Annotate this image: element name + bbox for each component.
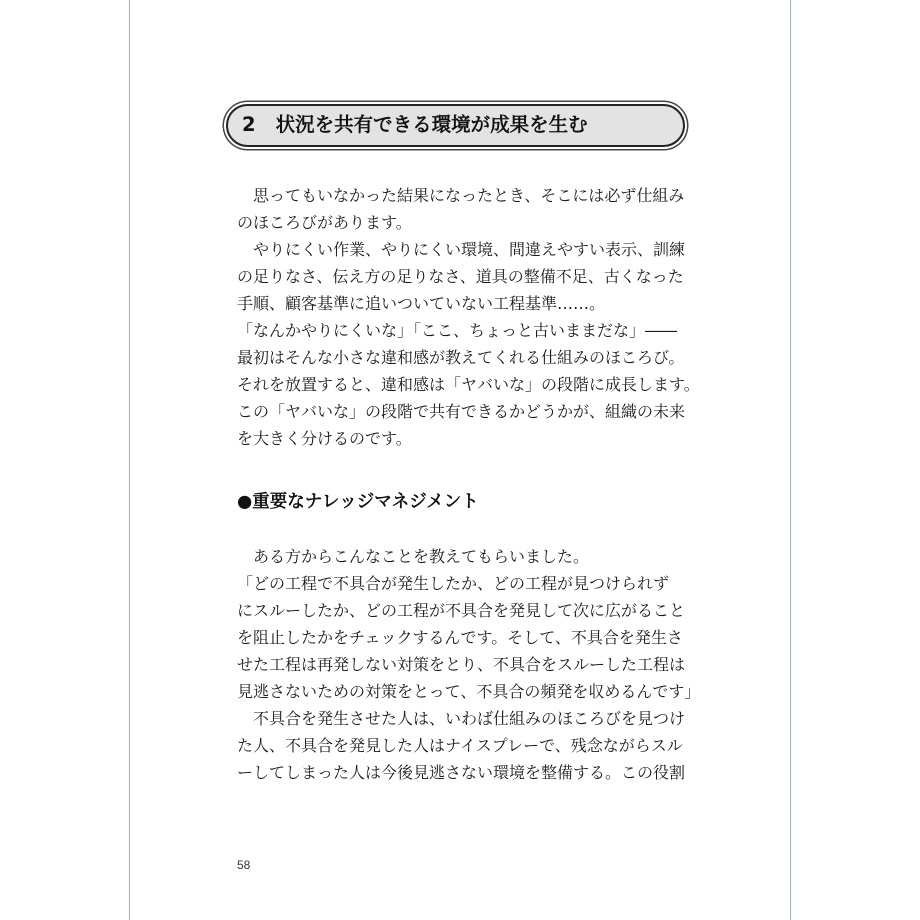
text-line: のほころびがあります。 [237,213,412,232]
text-line: それを放置すると、違和感は「ヤバいな」の段階に成長します。 [237,375,700,394]
text-line: にスルーしたか、どの工程が不具合を発見して次に広がること [237,601,686,620]
text-line: 手順、顧客基準に追いついていない工程基準……。 [237,294,606,313]
text-line: 「なんかやりにくいな」「ここ、ちょっと古いままだな」―― [237,321,678,340]
text-line: やりにくい作業、やりにくい環境、間違えやすい表示、訓練 [237,240,686,259]
section-number: 2 [242,113,256,136]
text-line: を阻止したかをチェックするんです。そして、不具合を発生さ [237,628,683,647]
text-line: この「ヤバいな」の段階で共有できるかどうかが、組織の未来 [237,402,686,421]
text-line: 不具合を発生させた人は、いわば仕組みのほころびを見つけ [237,709,686,728]
text-line: 「どの工程で不具合が発生したか、どの工程が見つけられず [237,574,670,593]
text-line: を大きく分けるのです。 [237,429,412,448]
body-paragraphs-2 [237,543,701,786]
subheading: ●重要なナレッジマネジメント [237,492,479,512]
section-heading [242,110,588,140]
text-line: 見逃さないための対策をとって、不具合の頻発を収めるんです」 [237,682,701,701]
text-line: ーしてしまった人は今後見逃さない環境を整備する。この役割 [237,763,686,782]
text-line: せた工程は再発しない対策をとり、不具合をスルーした工程は [237,655,686,674]
body-paragraphs-1 [237,182,700,452]
section-title: 状況を共有できる環境が成果を生む [275,113,588,136]
text-line: ある方からこんなことを教えてもらいました。 [237,547,590,566]
text-line: た人、不具合を発見した人はナイスプレーで、残念ながらスル [237,736,683,755]
text-line: 最初はそんな小さな違和感が教えてくれる仕組みのほころび。 [237,348,685,367]
text-line: の足りなさ、伝え方の足りなさ、道具の整備不足、古くなった [237,267,684,286]
text-line: 思ってもいなかった結果になったとき、そこには必ず仕組み [237,186,685,205]
page-number: 58 [237,858,251,872]
